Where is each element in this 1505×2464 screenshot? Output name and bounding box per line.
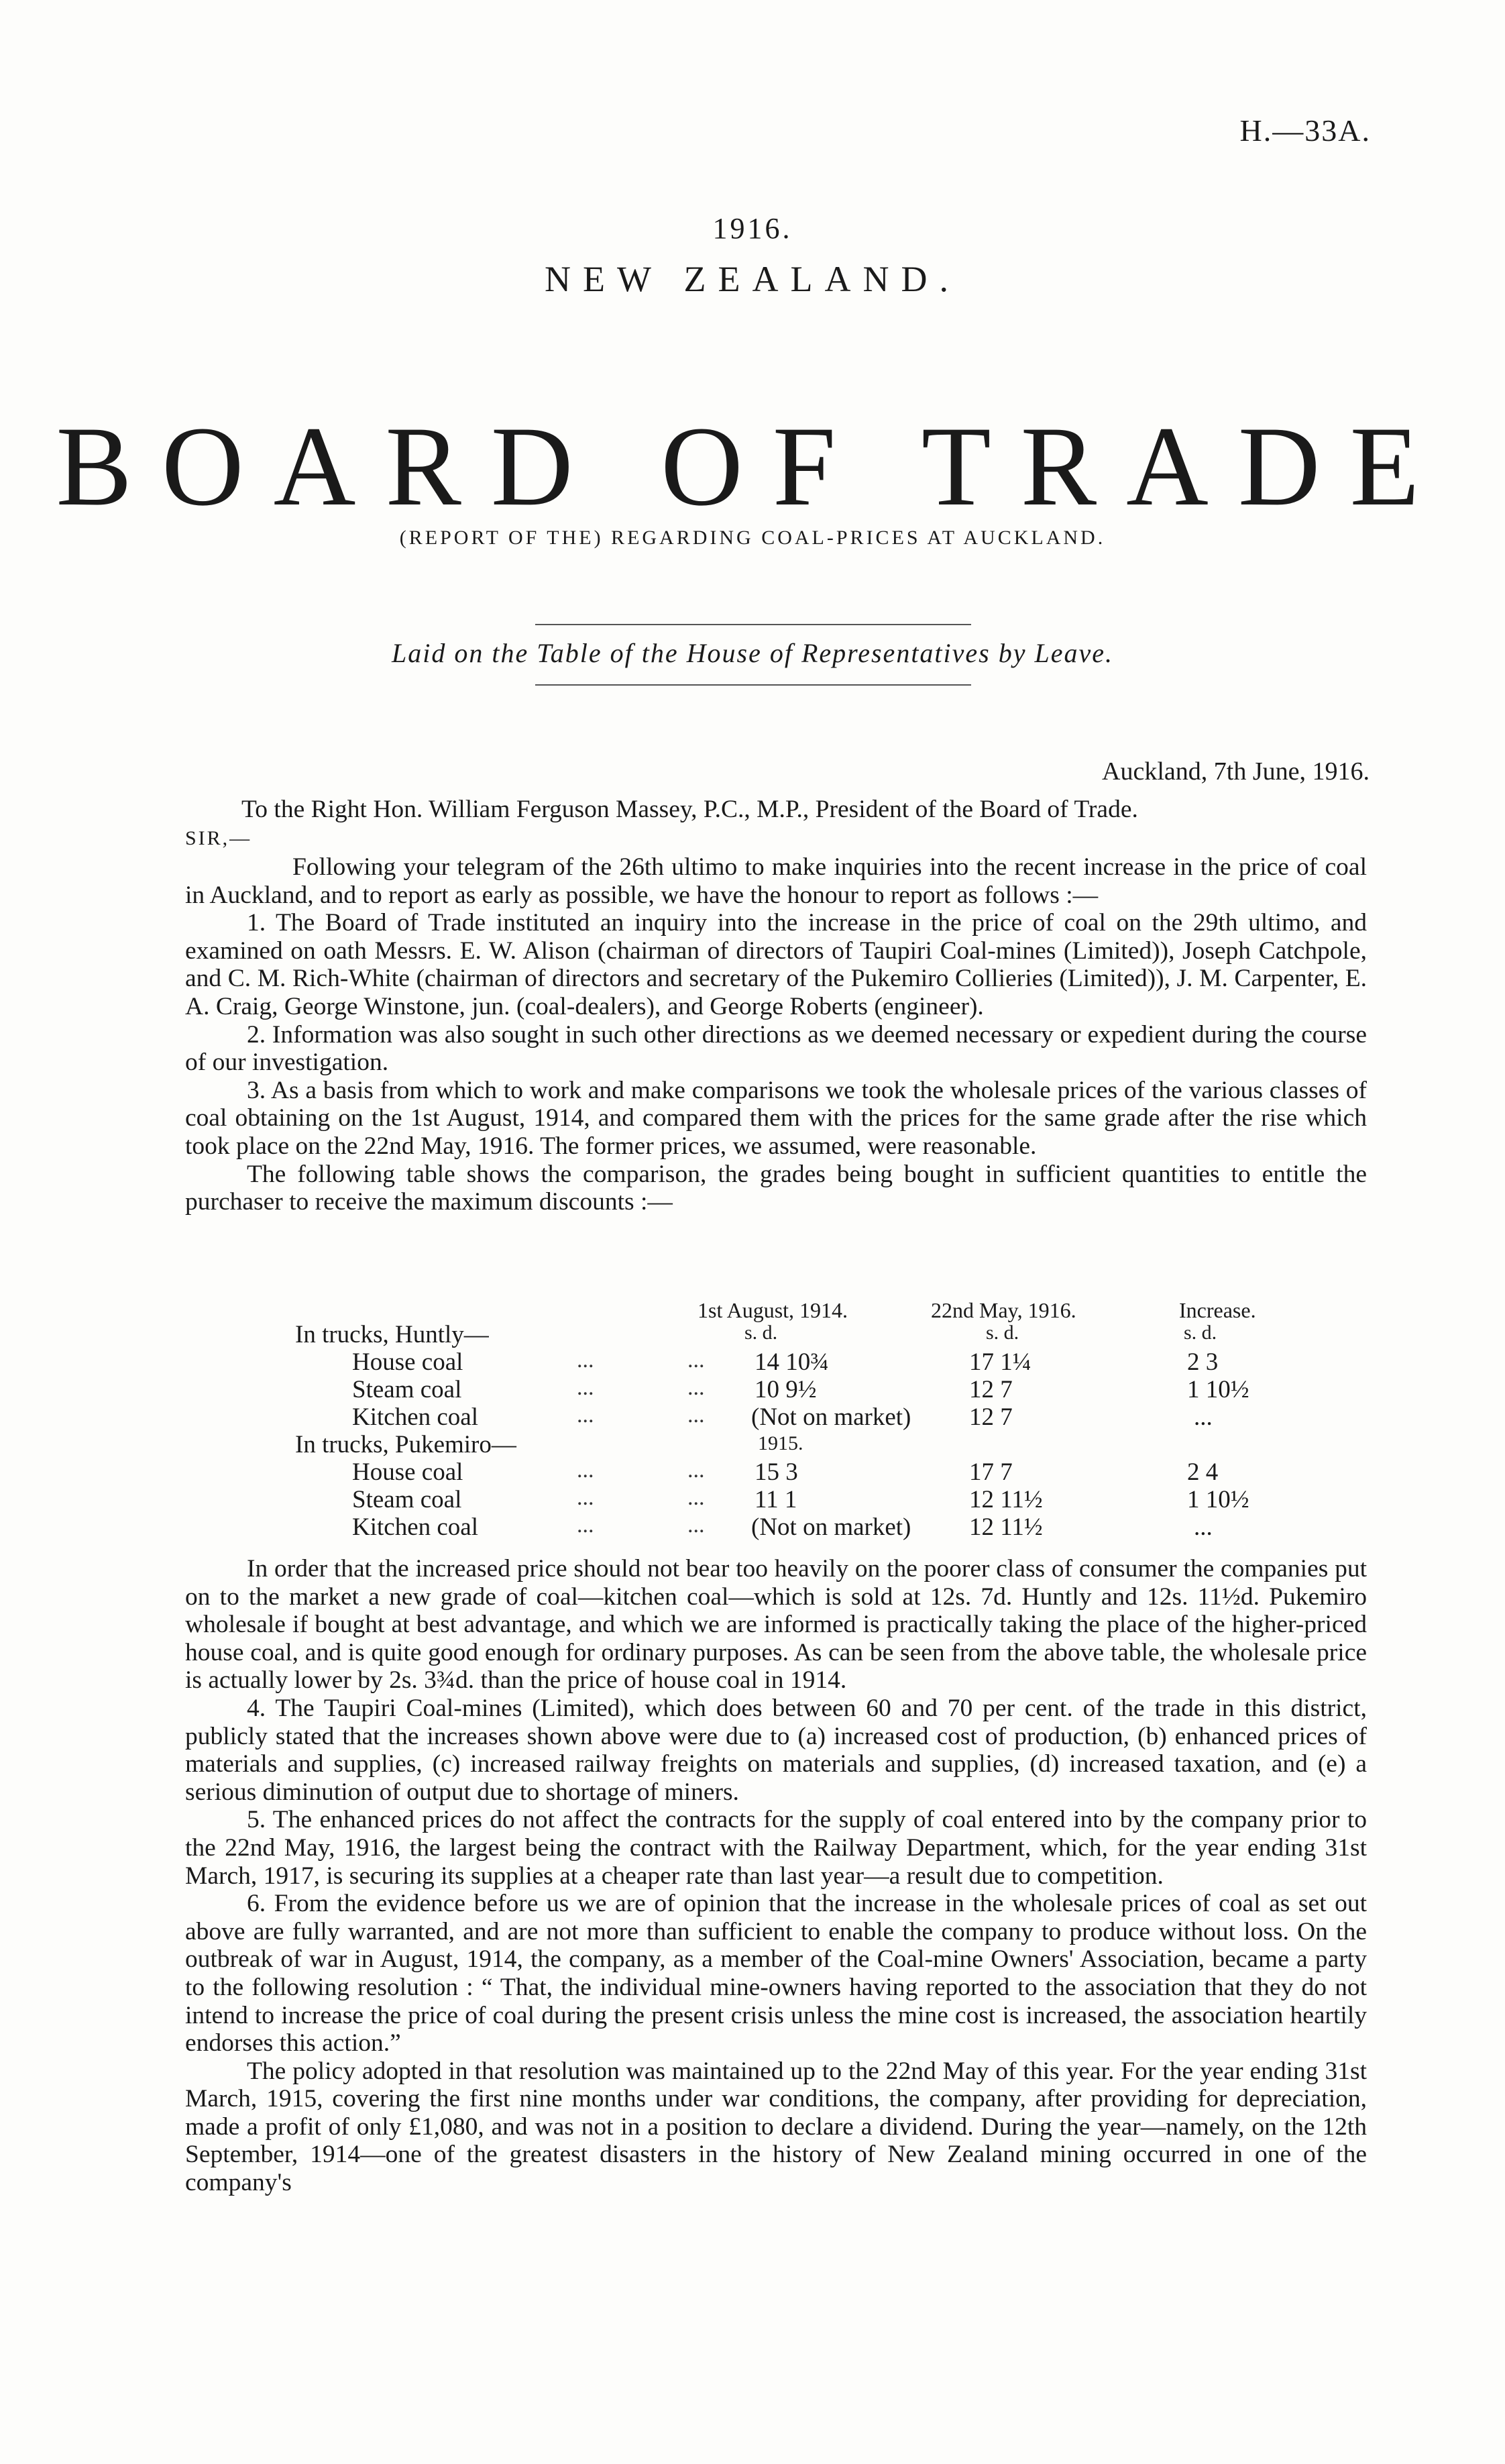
row-label: Steam coal xyxy=(352,1486,462,1513)
paragraph-table-intro: The following table shows the comparison, the grades being bought in sufficient quantities to entitle the purchaser to receive the maximum discounts :— xyxy=(185,1160,1367,1216)
price-increase: 2 4 xyxy=(1187,1458,1219,1486)
row-label: House coal xyxy=(352,1458,463,1486)
body-after-table xyxy=(185,1555,1367,2197)
price-1916: 12 7 xyxy=(969,1376,1013,1403)
country-heading: NEW ZEALAND. xyxy=(545,259,960,299)
price-1916: 12 7 xyxy=(969,1403,1013,1431)
price-increase: ... xyxy=(1194,1403,1213,1431)
group-huntly: In trucks, Huntly— xyxy=(295,1321,489,1348)
group-pukemiro: In trucks, Pukemiro— xyxy=(295,1431,516,1458)
price-1914: 14 10¾ xyxy=(755,1348,829,1376)
leader-dots: ... xyxy=(577,1485,594,1510)
parliamentary-paper-ref: H.—33A. xyxy=(1239,113,1371,148)
header-1916: 22nd May, 1916. xyxy=(931,1298,1076,1322)
leader-dots: ... xyxy=(687,1513,705,1538)
price-1914: 15 3 xyxy=(755,1458,798,1486)
report-subtitle: (REPORT OF THE) REGARDING COAL-PRICES AT AUCKLAND. xyxy=(399,527,1106,549)
leader-dots: ... xyxy=(687,1348,705,1373)
price-increase: 1 10½ xyxy=(1187,1486,1249,1513)
letter-dateline: Auckland, 7th June, 1916. xyxy=(1102,757,1370,786)
paragraph-5: 5. The enhanced prices do not affect the contracts for the supply of coal entered into by the company prior to the 22nd May, 1916, the largest being the contract with the Railway Department, which, for the year ending 31st March, 1917, is securing its supplies at a cheaper rate than last year—a result due to competition. xyxy=(185,1806,1367,1890)
price-1914: 10 9½ xyxy=(755,1376,817,1403)
divider-bottom xyxy=(535,684,971,686)
body-before-table xyxy=(185,853,1367,1216)
header-increase: Increase. xyxy=(1179,1298,1256,1322)
price-1914: (Not on market) xyxy=(751,1403,911,1431)
leader-dots: ... xyxy=(577,1348,594,1373)
letter-salutation: SIR,— xyxy=(185,827,252,849)
header-1914: 1st August, 1914. xyxy=(698,1298,848,1322)
leader-dots: ... xyxy=(687,1458,705,1483)
price-1916: 12 11½ xyxy=(969,1486,1043,1513)
year-note-1915: 1915. xyxy=(758,1432,803,1454)
unit-1916: s. d. xyxy=(986,1322,1019,1344)
report-title: BOARD OF TRADE xyxy=(56,403,1449,529)
leader-dots: ... xyxy=(577,1458,594,1483)
price-increase: ... xyxy=(1194,1513,1213,1541)
leader-dots: ... xyxy=(577,1375,594,1400)
leader-dots: ... xyxy=(687,1375,705,1400)
leader-dots: ... xyxy=(577,1403,594,1428)
price-1914: (Not on market) xyxy=(751,1513,911,1541)
report-year: 1916. xyxy=(712,212,793,245)
laid-on-table-note: Laid on the Table of the House of Representatives by Leave. xyxy=(392,638,1113,668)
paragraph-4: 4. The Taupiri Coal-mines (Limited), which does between 60 and 70 per cent. of the trade in this district, publicly stated that the increases shown above were due to (a) increased cost of production, (b) enhanced prices of materials and supplies, (c) increased railway freights on materials and supplies, (d) increased taxation, and (e) a serious diminution of output due to shortage of miners. xyxy=(185,1694,1367,1806)
price-increase: 1 10½ xyxy=(1187,1376,1249,1403)
leader-dots: ... xyxy=(687,1403,705,1428)
leader-dots: ... xyxy=(687,1485,705,1510)
paragraph-intro: Following your telegram of the 26th ultimo to make inquiries into the recent increase in the price of coal in Auckland, and to report as early as possible, we have the honour to report as follows :— xyxy=(185,853,1367,909)
unit-increase: s. d. xyxy=(1184,1322,1217,1344)
row-label: House coal xyxy=(352,1348,463,1376)
price-increase: 2 3 xyxy=(1187,1348,1219,1376)
paragraph-3: 3. As a basis from which to work and make comparisons we took the wholesale prices of the various classes of coal obtaining on the 1st August, 1914, and compared them with the prices for the same grade after the rise which took place on the 22nd May, 1916. The former prices, we assumed, were reasonable. xyxy=(185,1076,1367,1160)
row-label: Kitchen coal xyxy=(352,1403,478,1431)
price-1916: 17 7 xyxy=(969,1458,1013,1486)
row-label: Steam coal xyxy=(352,1376,462,1403)
paragraph-6: 6. From the evidence before us we are of opinion that the increase in the wholesale prices of coal as set out above are fully warranted, and are not more than sufficient to enable the company to produce without loss. On the outbreak of war in August, 1914, the company, as a member of the Coal-mine Owners' Association, became a party to the following resolution : “ That, the individual mine-owners having reported to the association that they do not intend to increase the price of coal during the present crisis unless the mine cost is increased, the association heartily endorses this action.” xyxy=(185,1890,1367,2057)
unit-1914: s. d. xyxy=(744,1322,778,1344)
paragraph-2: 2. Information was also sought in such other directions as we deemed necessary or expedient during the course of our investigation. xyxy=(185,1020,1367,1077)
divider-top xyxy=(535,624,971,625)
paragraph-1: 1. The Board of Trade instituted an inquiry into the increase in the price of coal on the 29th ultimo, and examined on oath Messrs. E. W. Alison (chairman of directors of Taupiri Coal-mines (Limited)), Joseph Catchpole, and C. M. Rich-White (chairman of directors and secretary of the Pukemiro Collieries (Limited)), J. M. Carpenter, E. A. Craig, George Winstone, jun. (coal-dealers), and George Roberts (engineer). xyxy=(185,909,1367,1020)
price-1916: 12 11½ xyxy=(969,1513,1043,1541)
paragraph-policy: The policy adopted in that resolution was maintained up to the 22nd May of this year. For the year ending 31st March, 1915, covering the first nine months under war conditions, the company, after providing for depreciation, made a profit of only £1,080, and was not in a position to declare a dividend. During the year—namely, on the 12th September, 1914—one of the greatest disasters in the history of New Zealand mining occurred in one of the company's xyxy=(185,2057,1367,2197)
price-1914: 11 1 xyxy=(755,1486,797,1513)
letter-addressee: To the Right Hon. William Ferguson Massey, P.C., M.P., President of the Board of Trade. xyxy=(241,796,1138,823)
price-1916: 17 1¼ xyxy=(969,1348,1032,1376)
leader-dots: ... xyxy=(577,1513,594,1538)
paragraph-kitchen-coal: In order that the increased price should not bear too heavily on the poorer class of consumer the companies put on to the market a new grade of coal—kitchen coal—which is sold at 12s. 7d. Huntly and 12s. 11½d. Pukemiro wholesale if bought at best advantage, and which we are informed is practically taking the place of the higher-priced house coal, and is quite good enough for ordinary purposes. As can be seen from the above table, the wholesale price is actually lower by 2s. 3¾d. than the price of house coal in 1914. xyxy=(185,1555,1367,1695)
row-label: Kitchen coal xyxy=(352,1513,478,1541)
